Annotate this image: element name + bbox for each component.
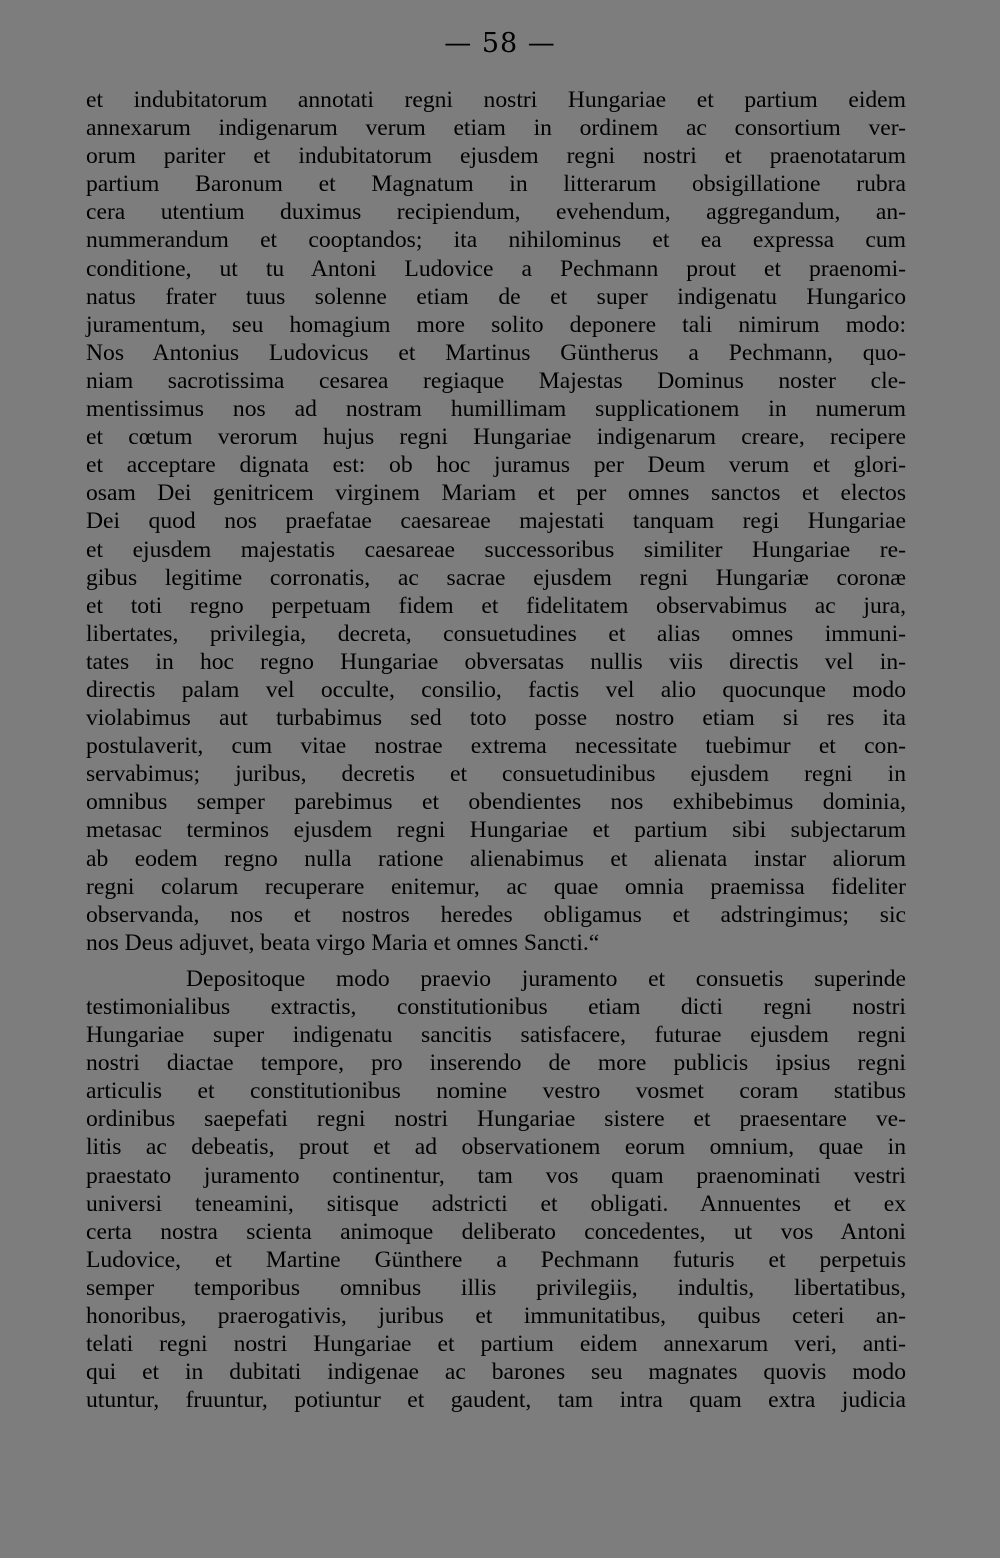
page-number: — 58 — <box>444 28 556 59</box>
text-line: mentissimus nos ad nostram humillimam supplicationem in numerum <box>86 396 906 423</box>
text-line: nostri diactae tempore, pro inserendo de more publicis ipsius regni <box>86 1050 906 1077</box>
text-line: ab eodem regno nulla ratione alienabimus et alienata instar aliorum <box>86 845 906 872</box>
text-line: et ejusdem majestatis caesareae successoribus similiter Hungariae re- <box>86 536 906 563</box>
text-line: osam Dei genitricem virginem Mariam et per omnes sanctos et electos <box>86 480 906 507</box>
text-line: ordinibus saepefati regni nostri Hungariae sistere et praesentare ve- <box>86 1106 906 1133</box>
text-line: nos Deus adjuvet, beata virgo Maria et omnes Sancti.“ <box>86 929 600 956</box>
text-line: postulaverit, cum vitae nostrae extrema necessitate tuebimur et con- <box>86 733 906 760</box>
text-line: qui et in dubitati indigenae ac barones seu magnates quovis modo <box>86 1359 906 1386</box>
text-line: nummerandum et cooptandos; ita nihilominus et ea expressa cum <box>86 227 906 254</box>
body-text <box>86 86 906 1414</box>
text-line: praestato juramento continentur, tam vos quam praenominati vestri <box>86 1162 906 1189</box>
text-line: annexarum indigenarum verum etiam in ordinem ac consortium ver- <box>86 115 906 142</box>
text-line: litis ac debeatis, prout et ad observationem eorum omnium, quae in <box>86 1134 906 1161</box>
text-line: et indubitatorum annotati regni nostri Hungariae et partium eidem <box>86 87 906 113</box>
text-line: et acceptare dignata est: ob hoc juramus per Deum verum et glori- <box>86 452 906 479</box>
text-line: Depositoque modo praevio juramento et consuetis superinde <box>186 965 906 992</box>
text-line: honoribus, praerogativis, juribus et immunitatibus, quibus ceteri an- <box>86 1303 906 1330</box>
text-line: certa nostra scienta animoque deliberato concedentes, ut vos Antoni <box>86 1218 906 1245</box>
text-line: testimonialibus extractis, constitutionibus etiam dicti regni nostri <box>86 994 906 1020</box>
text-line: niam sacrotissima cesarea regiaque Majestas Dominus noster cle- <box>86 367 906 394</box>
text-line: omnibus semper parebimus et obendientes nos exhibebimus dominia, <box>86 789 906 816</box>
text-line: gibus legitime corronatis, ac sacrae ejusdem regni Hungariæ coronæ <box>86 564 906 591</box>
text-line: libertates, privilegia, decreta, consuetudines et alias omnes immuni- <box>86 620 906 647</box>
text-line: cera utentium duximus recipiendum, evehendum, aggregandum, an- <box>86 199 906 226</box>
text-line: partium Baronum et Magnatum in litterarum obsigillatione rubra <box>86 171 906 198</box>
text-line: et cœtum verorum hujus regni Hungariae indigenarum creare, recipere <box>86 424 906 451</box>
text-line: Hungariae super indigenatu sancitis satisfacere, futurae ejusdem regni <box>86 1022 906 1049</box>
text-line: juramentum, seu homagium more solito deponere tali nimirum modo: <box>86 311 906 338</box>
text-line: conditione, ut tu Antoni Ludovice a Pechmann prout et praenomi- <box>86 255 906 282</box>
text-line: telati regni nostri Hungariae et partium eidem annexarum veri, anti- <box>86 1331 906 1358</box>
paragraph <box>86 965 906 1415</box>
text-line: violabimus aut turbabimus sed toto posse nostro etiam si res ita <box>86 705 906 732</box>
text-line: utuntur, fruuntur, potiuntur et gaudent, tam intra quam extra judicia <box>86 1387 906 1414</box>
text-line: Ludovice, et Martine Günthere a Pechmann futuris et perpetuis <box>86 1246 906 1273</box>
text-line: regni colarum recuperare enitemur, ac quae omnia praemissa fideliter <box>86 873 906 900</box>
text-line: universi teneamini, sitisque adstricti et obligati. Annuentes et ex <box>86 1190 906 1217</box>
text-line: Dei quod nos praefatae caesareae majestati tanquam regi Hungariae <box>86 508 906 535</box>
paragraph-gap <box>86 957 906 965</box>
text-line: et toti regno perpetuam fidem et fidelitatem observabimus ac jura, <box>86 592 906 619</box>
text-line: observanda, nos et nostros heredes obligamus et adstringimus; sic <box>86 901 906 928</box>
text-line: semper temporibus omnibus illis privilegiis, indultis, libertatibus, <box>86 1274 906 1301</box>
text-line: tates in hoc regno Hungariae obversatas nullis viis directis vel in- <box>86 648 906 675</box>
paragraph <box>86 86 906 957</box>
text-line: metasac terminos ejusdem regni Hungariae et partium sibi subjectarum <box>86 817 906 844</box>
text-line: articulis et constitutionibus nomine vestro vosmet coram statibus <box>86 1078 906 1105</box>
text-line: servabimus; juribus, decretis et consuetudinibus ejusdem regni in <box>86 761 906 788</box>
text-line: orum pariter et indubitatorum ejusdem regni nostri et praenotatarum <box>86 143 906 170</box>
text-line: directis palam vel occulte, consilio, factis vel alio quocunque modo <box>86 676 906 703</box>
text-line: natus frater tuus solenne etiam de et super indigenatu Hungarico <box>86 283 906 310</box>
text-line: Nos Antonius Ludovicus et Martinus Güntherus a Pechmann, quo- <box>86 339 906 366</box>
